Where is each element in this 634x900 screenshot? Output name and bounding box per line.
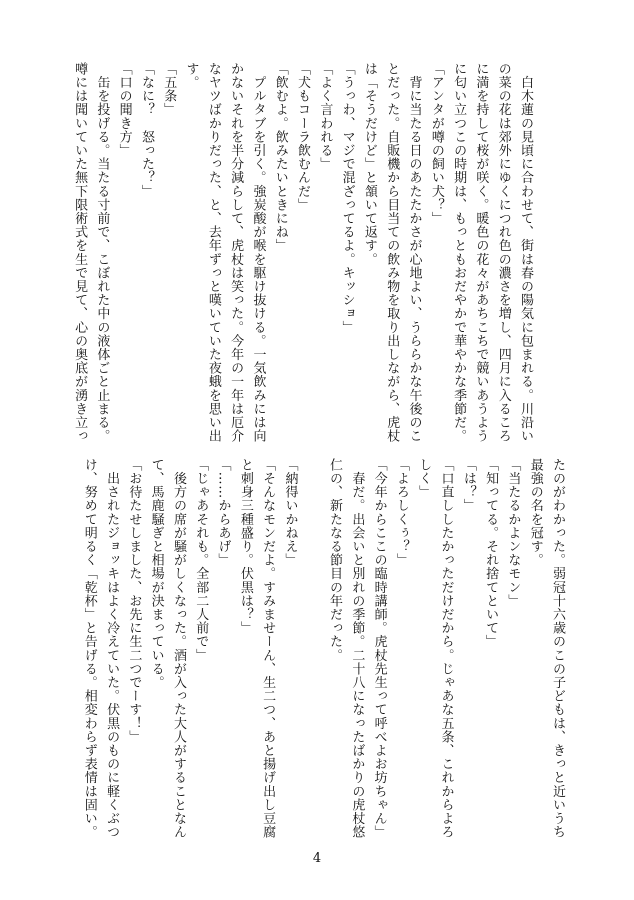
text-line: 白木蓮の見頃に合わせて、街は春の陽気に包まれる。川沿い [518,62,533,443]
text-line: 「は？」 [460,458,476,513]
text-line: け、努めて明るく「乾杯」と告げる。相変わらず表情は固い。 [81,458,97,839]
text-line: 「知ってる。それ捨てといて」 [483,458,499,649]
text-line: 「うっわ、マジで混ざってるよ。キッショ」 [339,62,355,334]
text-line: 春だ。出会いと別れの季節。二十八になったばかりの虎杖悠 [349,458,365,839]
text-line: 「よろしくぅ？」 [393,458,409,567]
upper-text-block [72,62,536,443]
text-line: す。 [183,62,199,90]
text-line: 出されたジョッキはよく冷えていた。伏黒のものに軽くぶつ [104,458,120,839]
text-line: しく」 [416,458,432,499]
text-line: 「……からあげ」 [215,458,231,567]
text-line: 「お待たせしました、お先に生二つでーす！」 [126,458,142,744]
text-line: 最強の名を冠す。 [527,458,543,567]
text-line: 「犬もコーラ飲むんだ」 [295,62,311,212]
text-line: に匂い立つこの時期は、もっともおだやかで華やかな季節だ。 [451,62,467,443]
text-line: 缶を投げる。当たる寸前で、こぼれた中の液体ごと止まる。 [94,62,110,443]
text-line: 背に当たる日のあたたかさが心地よい、うららかな午後のこ [406,62,422,443]
text-line: なヤツばかりだった、と、去年ずっと嘆いていた夜蛾を思い出 [205,62,221,443]
text-line: 「当たるかよンなモン」 [505,458,521,608]
text-line: 「よく言われる」 [317,62,333,171]
text-line: 後方の席が騒がしくなった。酒が入った大人がすることなん [170,458,186,839]
text-line: 「今年からここの臨時講師。虎杖先生って呼べよお坊ちゃん」 [371,458,387,839]
text-line: 「口直ししたかっただけだから。じゃあな五条、これからよろ [438,458,454,839]
text-line: とだった。自販機から目当ての飲み物を取り出しながら、虎杖 [384,62,400,443]
text-line: 「飲むよ。飲みたいときにね」 [272,62,288,253]
text-line: と刺身三種盛り。伏黒は？」 [237,458,253,635]
text-line: 「じゃあそれも。全部二人前で」 [193,458,209,662]
text-line: 「アンタが噂の飼い犬？」 [428,62,444,226]
text-line: の菜の花は郊外にゆくにつれ色の濃さを増し、四月に入るころ [495,62,511,443]
text-line: 「そんなモンだよ。すみませーん、生二つ、あと揚げ出し豆腐 [260,458,276,839]
text-line: は「そうだけど」と頷いて返す。 [361,62,377,266]
text-line: プルタブを引く。強炭酸が喉を駆け抜ける。一気飲みには向 [250,62,266,443]
text-line: かないそれを半分減らして、虎杖は笑った。今年の一年は厄介 [228,62,244,443]
text-line: に満を持して桜が咲く。暖色の花々があちこちで競いあうよう [473,62,489,443]
text-line: 仁の、新たなる節目の年だった。 [327,458,343,662]
text-line: 噂には聞いていた無下限術式を生で見て、心の奥底が湧き立っ [72,62,88,443]
text-line: 「納得いかねえ」 [282,458,298,567]
text-line: たのがわかった。弱冠十六歳のこの子どもは、きっと近いうち [550,458,565,839]
text-line: 「口の聞き方」 [116,62,132,158]
page-number: 4 [312,851,322,866]
text-line: て、馬鹿騒ぎと相場が決まっている。 [148,458,164,690]
text-line: 「なに？ 怒った？」 [138,62,154,198]
text-line: 「五条」 [161,62,177,117]
text-line [300,458,322,824]
lower-text-block [81,458,568,839]
